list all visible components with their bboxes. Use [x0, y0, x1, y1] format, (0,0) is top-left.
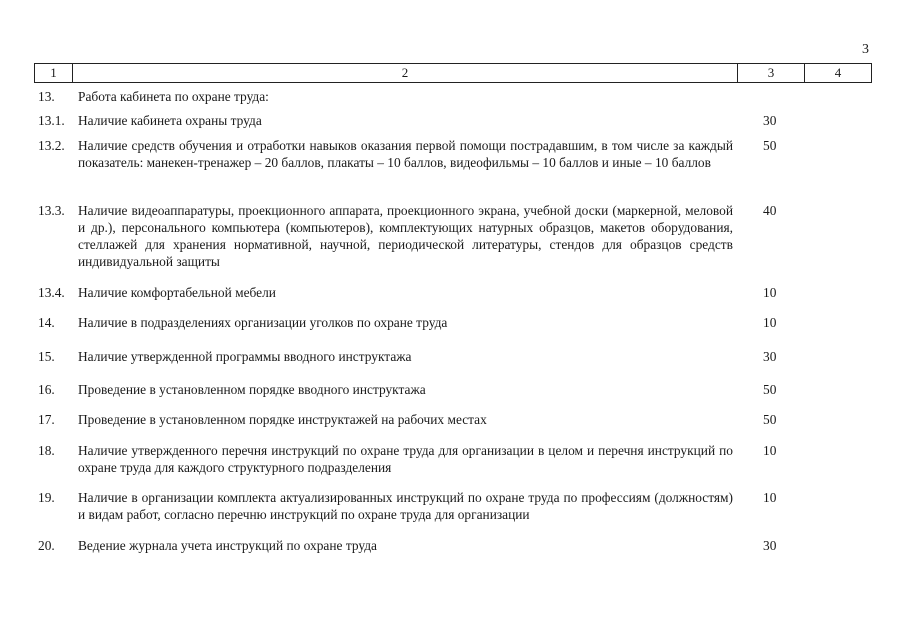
item-number: 13.2.: [38, 138, 65, 153]
item-number: 13.: [38, 89, 55, 104]
item-text: Наличие средств обучения и отработки навыков оказания первой помощи пострадавшим, в том числе за каждый показатель: манекен-тренажер – 20 баллов, плакаты – 10 баллов, видеофильмы – 10 баллов и иные – 10 баллов: [78, 138, 733, 170]
item-number: 16.: [38, 382, 55, 397]
item-text: Наличие кабинета охраны труда: [78, 113, 262, 128]
item-number: 13.4.: [38, 285, 65, 300]
item-score: 50: [763, 138, 777, 153]
header-col-2: 2: [73, 64, 738, 82]
item-text: Проведение в установленном порядке инструктажей на рабочих местах: [78, 412, 487, 427]
item-text: Наличие видеоаппаратуры, проекционного аппарата, проекционного экрана, учебной доски (маркерной, меловой и др.), персонального компьютера (компьютеров), комплектующих натурных образцов, макетов оборудования, стеллажей для хранения нормативной, научной, периодической литературы, стендов для образцов средств индивидуальной защиты: [78, 203, 733, 269]
item-score: 40: [763, 203, 777, 218]
table-header-row: [34, 63, 872, 83]
item-score: 10: [763, 443, 777, 458]
item-number: 18.: [38, 443, 55, 458]
item-score: 30: [763, 113, 777, 128]
item-score: 10: [763, 315, 777, 330]
item-score: 30: [763, 538, 777, 553]
item-score: 30: [763, 349, 777, 364]
item-text: Наличие утвержденной программы вводного инструктажа: [78, 349, 412, 364]
page-number: 3: [862, 42, 869, 57]
header-col-1: 1: [35, 64, 73, 82]
item-number: 13.3.: [38, 203, 65, 218]
header-col-3: 3: [738, 64, 805, 82]
item-number: 20.: [38, 538, 55, 553]
item-number: 15.: [38, 349, 55, 364]
item-score: 50: [763, 412, 777, 427]
item-number: 19.: [38, 490, 55, 505]
item-score: 10: [763, 285, 777, 300]
item-number: 17.: [38, 412, 55, 427]
item-text: Ведение журнала учета инструкций по охране труда: [78, 538, 377, 553]
item-score: 50: [763, 382, 777, 397]
item-text: Наличие в подразделениях организации уголков по охране труда: [78, 315, 448, 330]
item-text: Работа кабинета по охране труда:: [78, 89, 269, 104]
header-col-4: 4: [834, 65, 842, 80]
item-number: 14.: [38, 315, 55, 330]
item-number: 13.1.: [38, 113, 65, 128]
item-score: 10: [763, 490, 777, 505]
item-text: Проведение в установленном порядке вводного инструктажа: [78, 382, 426, 397]
item-text: Наличие утвержденного перечня инструкций по охране труда для организации в целом и перечня инструкций по охране труда для каждого структурного подразделения: [78, 443, 733, 475]
item-text: Наличие в организации комплекта актуализированных инструкций по охране труда по профессиям (должностям) и видам работ, согласно перечню инструкций по охране труда для организации: [78, 490, 733, 522]
item-text: Наличие комфортабельной мебели: [78, 285, 276, 300]
